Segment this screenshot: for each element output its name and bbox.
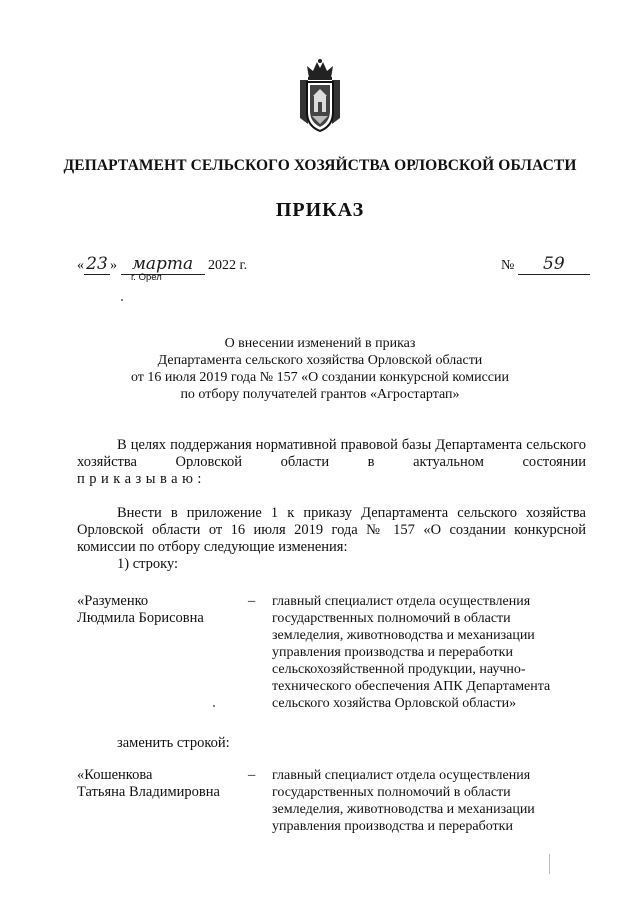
document-type-heading: ПРИКАЗ: [275, 199, 365, 221]
position-line: государственных полномочий в области: [272, 611, 511, 626]
new-entry-surname: «Кошенкова: [77, 767, 153, 783]
new-entry-position: [272, 767, 592, 835]
preamble-paragraph: [77, 437, 586, 471]
subject-line: Департамента сельского хозяйства Орловской области: [157, 353, 483, 368]
order-number: [501, 254, 590, 275]
stray-dot: [121, 299, 123, 301]
amendment-line: Орловской области от 16 июля 2019 года № 157 «О создании конкурсной: [77, 522, 586, 538]
amendment-line: комиссии по отбору следующие изменения:: [77, 539, 348, 555]
order-date: [77, 254, 247, 275]
subject-line: О внесении изменений в приказ: [224, 336, 416, 351]
position-line: управления производства и переработки: [272, 819, 513, 834]
position-line: сельскохозяйственной продукции, научно-: [272, 662, 526, 677]
preamble-line: сельского хозяйства Орловской области в актуальном состоянии: [77, 437, 586, 470]
position-line: государственных полномочий в области: [272, 785, 511, 800]
position-line: главный специалист отдела осуществления: [272, 768, 531, 783]
new-entry-dash: –: [248, 767, 256, 783]
old-entry-given-names: Людмила Борисовна: [77, 610, 204, 626]
date-close-quote: »: [110, 258, 117, 273]
item-1-label: 1) строку:: [117, 556, 179, 572]
date-open-quote: «: [77, 258, 84, 273]
new-entry-given-names: Татьяна Владимировна: [77, 784, 220, 800]
position-line: сельского хозяйства Орловской области»: [272, 696, 517, 711]
amendment-paragraph: [77, 505, 586, 556]
date-month: марта: [121, 254, 205, 275]
old-entry-surname: «Разуменко: [77, 593, 149, 609]
order-subject: [0, 335, 640, 403]
order-directive: приказываю:: [77, 471, 206, 487]
old-entry-position: [272, 593, 592, 712]
position-line: земледелия, животноводства и механизации: [272, 802, 535, 817]
stray-dot: [213, 705, 215, 707]
subject-line: по отбору получателей грантов «Агростартап»: [180, 387, 460, 402]
new-entry-name: [77, 767, 220, 801]
amendment-line: Внести в приложение 1 к приказу Департамента сельского хозяйства: [117, 505, 586, 521]
old-entry-dash: –: [248, 593, 256, 609]
date-day: 23: [84, 254, 110, 275]
subject-line: от 16 июля 2019 года № 157 «О создании конкурсной комиссии: [130, 370, 510, 385]
order-city: г. Орел: [131, 272, 162, 283]
scan-artifact-line: [549, 854, 550, 874]
old-entry-name: [77, 593, 204, 627]
replace-with-label: заменить строкой:: [117, 735, 230, 751]
number-value: 59: [518, 254, 590, 275]
position-line: технического обеспечения АПК Департамента: [272, 679, 551, 694]
position-line: земледелия, животноводства и механизации: [272, 628, 535, 643]
number-label: №: [501, 258, 515, 273]
position-line: управления производства и переработки: [272, 645, 513, 660]
department-title: ДЕПАРТАМЕНТ СЕЛЬСКОГО ХОЗЯЙСТВА ОРЛОВСКОЙ ОБЛАСТИ: [63, 157, 577, 174]
preamble-line: В целях поддержания нормативной правовой базы Департамента: [117, 437, 523, 453]
date-year: 2022 г.: [208, 258, 248, 273]
position-line: главный специалист отдела осуществления: [272, 594, 531, 609]
coat-of-arms-icon: [297, 58, 343, 134]
